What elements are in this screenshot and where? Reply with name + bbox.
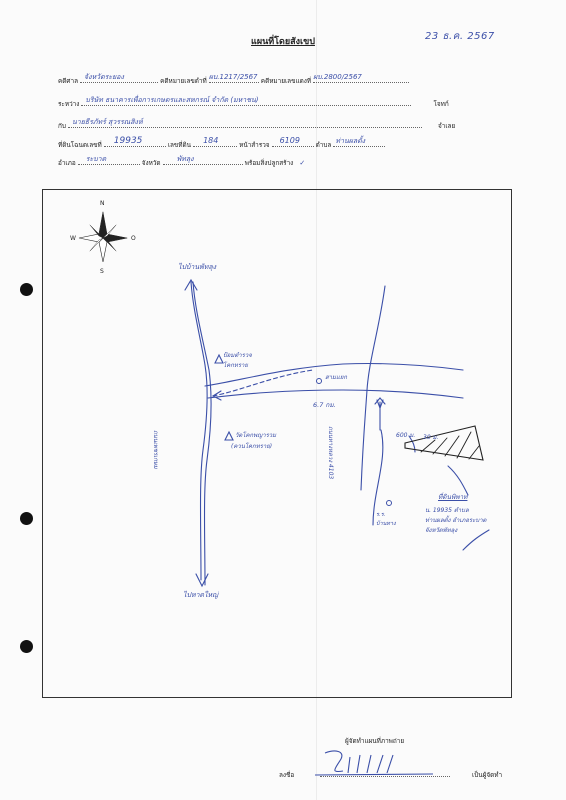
- subdistrict-field: [333, 137, 385, 147]
- punch-hole-2: [20, 512, 33, 525]
- plaintiff-value: บริษัท ธนาคารเพื่อการเกษตรและสหกรณ์ จำกัด (มหาชน): [85, 96, 259, 104]
- red-case-field: [313, 73, 409, 83]
- deed-field: [104, 136, 166, 147]
- label-plot-line2: ท่านผลตั้ง อำเภอระบาด: [425, 517, 487, 524]
- form-row-court: [58, 73, 409, 86]
- page-title: แผนที่โดยสังเขป: [251, 37, 315, 47]
- label-junction: สามแยก: [325, 374, 348, 381]
- deed-value: 19935: [113, 136, 143, 146]
- defendant-field: [68, 118, 422, 128]
- plaintiff-field: [81, 96, 411, 106]
- compass-rose-icon: [79, 212, 127, 262]
- form-row-with: [58, 118, 456, 131]
- label-side-road: ถนนทางหลวง 4103: [327, 426, 334, 480]
- label-plot-title: ที่ดินพิพาท: [438, 493, 468, 501]
- court-field: [80, 73, 158, 83]
- survey-value: 6109: [279, 136, 300, 145]
- land-no-value: 184: [203, 136, 219, 145]
- defendant-value: นายธีรภัทร์ สุวรรณสิงห์: [71, 118, 143, 126]
- role-label: เป็นผู้จัดทำ: [472, 771, 503, 779]
- signature-line: [320, 776, 450, 777]
- sketch-map: [43, 190, 511, 697]
- label-plot-line3: จังหวัดพัทลุง: [425, 527, 458, 534]
- province-label: จังหวัด: [141, 159, 161, 167]
- label-to-north: ไปบ้านพัทลุง: [178, 263, 217, 271]
- junction-road: [361, 286, 385, 490]
- subdistrict-label: ตำบล: [315, 141, 332, 149]
- label-landmark-1b: โคกทราย: [223, 362, 248, 369]
- red-case-label: คดีหมายเลขแดงที่: [260, 77, 312, 85]
- label-distance-3: 30 ม.: [423, 434, 439, 441]
- label-main-road: ถนนเพชรเกษม: [152, 430, 159, 469]
- signature-caption: ผู้จัดทำแผนที่ภาพถ่าย: [345, 737, 405, 745]
- between-label: ระหว่าง: [58, 100, 80, 108]
- land-no-label: เลขที่ดิน: [167, 141, 192, 149]
- sign-label: ลงชื่อ: [279, 771, 295, 779]
- district-value: ระบาด: [85, 155, 107, 163]
- handwritten-date: 23 ธ.ค. 2567: [425, 31, 495, 42]
- label-distance-1: 6.7 กม.: [313, 401, 336, 409]
- plaintiff-role: โจทก์: [433, 100, 449, 108]
- land-no-field: [193, 136, 237, 147]
- disputed-plot: [405, 426, 483, 460]
- compass-w: W: [70, 235, 76, 242]
- red-case-value: ผบ.2800/2567: [313, 73, 362, 81]
- sketch-map-frame: [42, 189, 512, 698]
- province-value: พัทลุง: [176, 155, 194, 163]
- branch-road-lower: [208, 390, 463, 398]
- subdistrict-value: ท่านผลตั้ง: [335, 137, 366, 145]
- defendant-role: จำเลย: [438, 122, 456, 130]
- compass-s: S: [100, 268, 104, 275]
- label-landmark-1: ป้อมตำรวจ: [223, 352, 252, 359]
- compass-n: N: [100, 200, 105, 207]
- label-distance-2: 600 ม.: [396, 432, 416, 439]
- deed-label: ที่ดินโฉนดเลขที่: [58, 141, 102, 149]
- punch-hole-1: [20, 283, 33, 296]
- court-value: จังหวัดระยอง: [84, 73, 124, 81]
- label-school: ร.ร.: [376, 512, 386, 518]
- black-case-label: คดีหมายเลขดำที่: [160, 77, 207, 85]
- form-row-between: [58, 96, 449, 109]
- punch-hole-3: [20, 640, 33, 653]
- district-label: อำเภอ: [58, 159, 76, 167]
- compass-e: O: [131, 235, 136, 242]
- check-mark: ✓: [299, 159, 306, 167]
- main-road-line-right: [193, 282, 211, 585]
- form-row-district: [58, 155, 306, 168]
- with-buildings-label: พร้อมสิ่งปลูกสร้าง: [244, 159, 294, 167]
- with-label: กับ: [58, 122, 66, 130]
- black-case-value: ผบ.1217/2567: [208, 73, 258, 81]
- label-landmark-2b: (ควนโคกทราย): [231, 443, 273, 450]
- handwritten-signature: [305, 745, 445, 780]
- province-field: [163, 155, 243, 165]
- district-field: [78, 155, 140, 165]
- black-case-field: [208, 73, 259, 83]
- survey-label: หน้าสำรวจ: [239, 141, 270, 149]
- label-school-b: บ้านทาง: [376, 521, 396, 527]
- label-to-south: ไปหาดใหญ่: [183, 591, 219, 599]
- form-row-deed: [58, 136, 385, 150]
- survey-field: [272, 136, 314, 147]
- label-landmark-2: วัดโคกพญารวม: [235, 432, 277, 439]
- label-plot-line1: น. 19935 ตำบล: [425, 507, 469, 514]
- court-label: คดีศาล: [58, 77, 78, 85]
